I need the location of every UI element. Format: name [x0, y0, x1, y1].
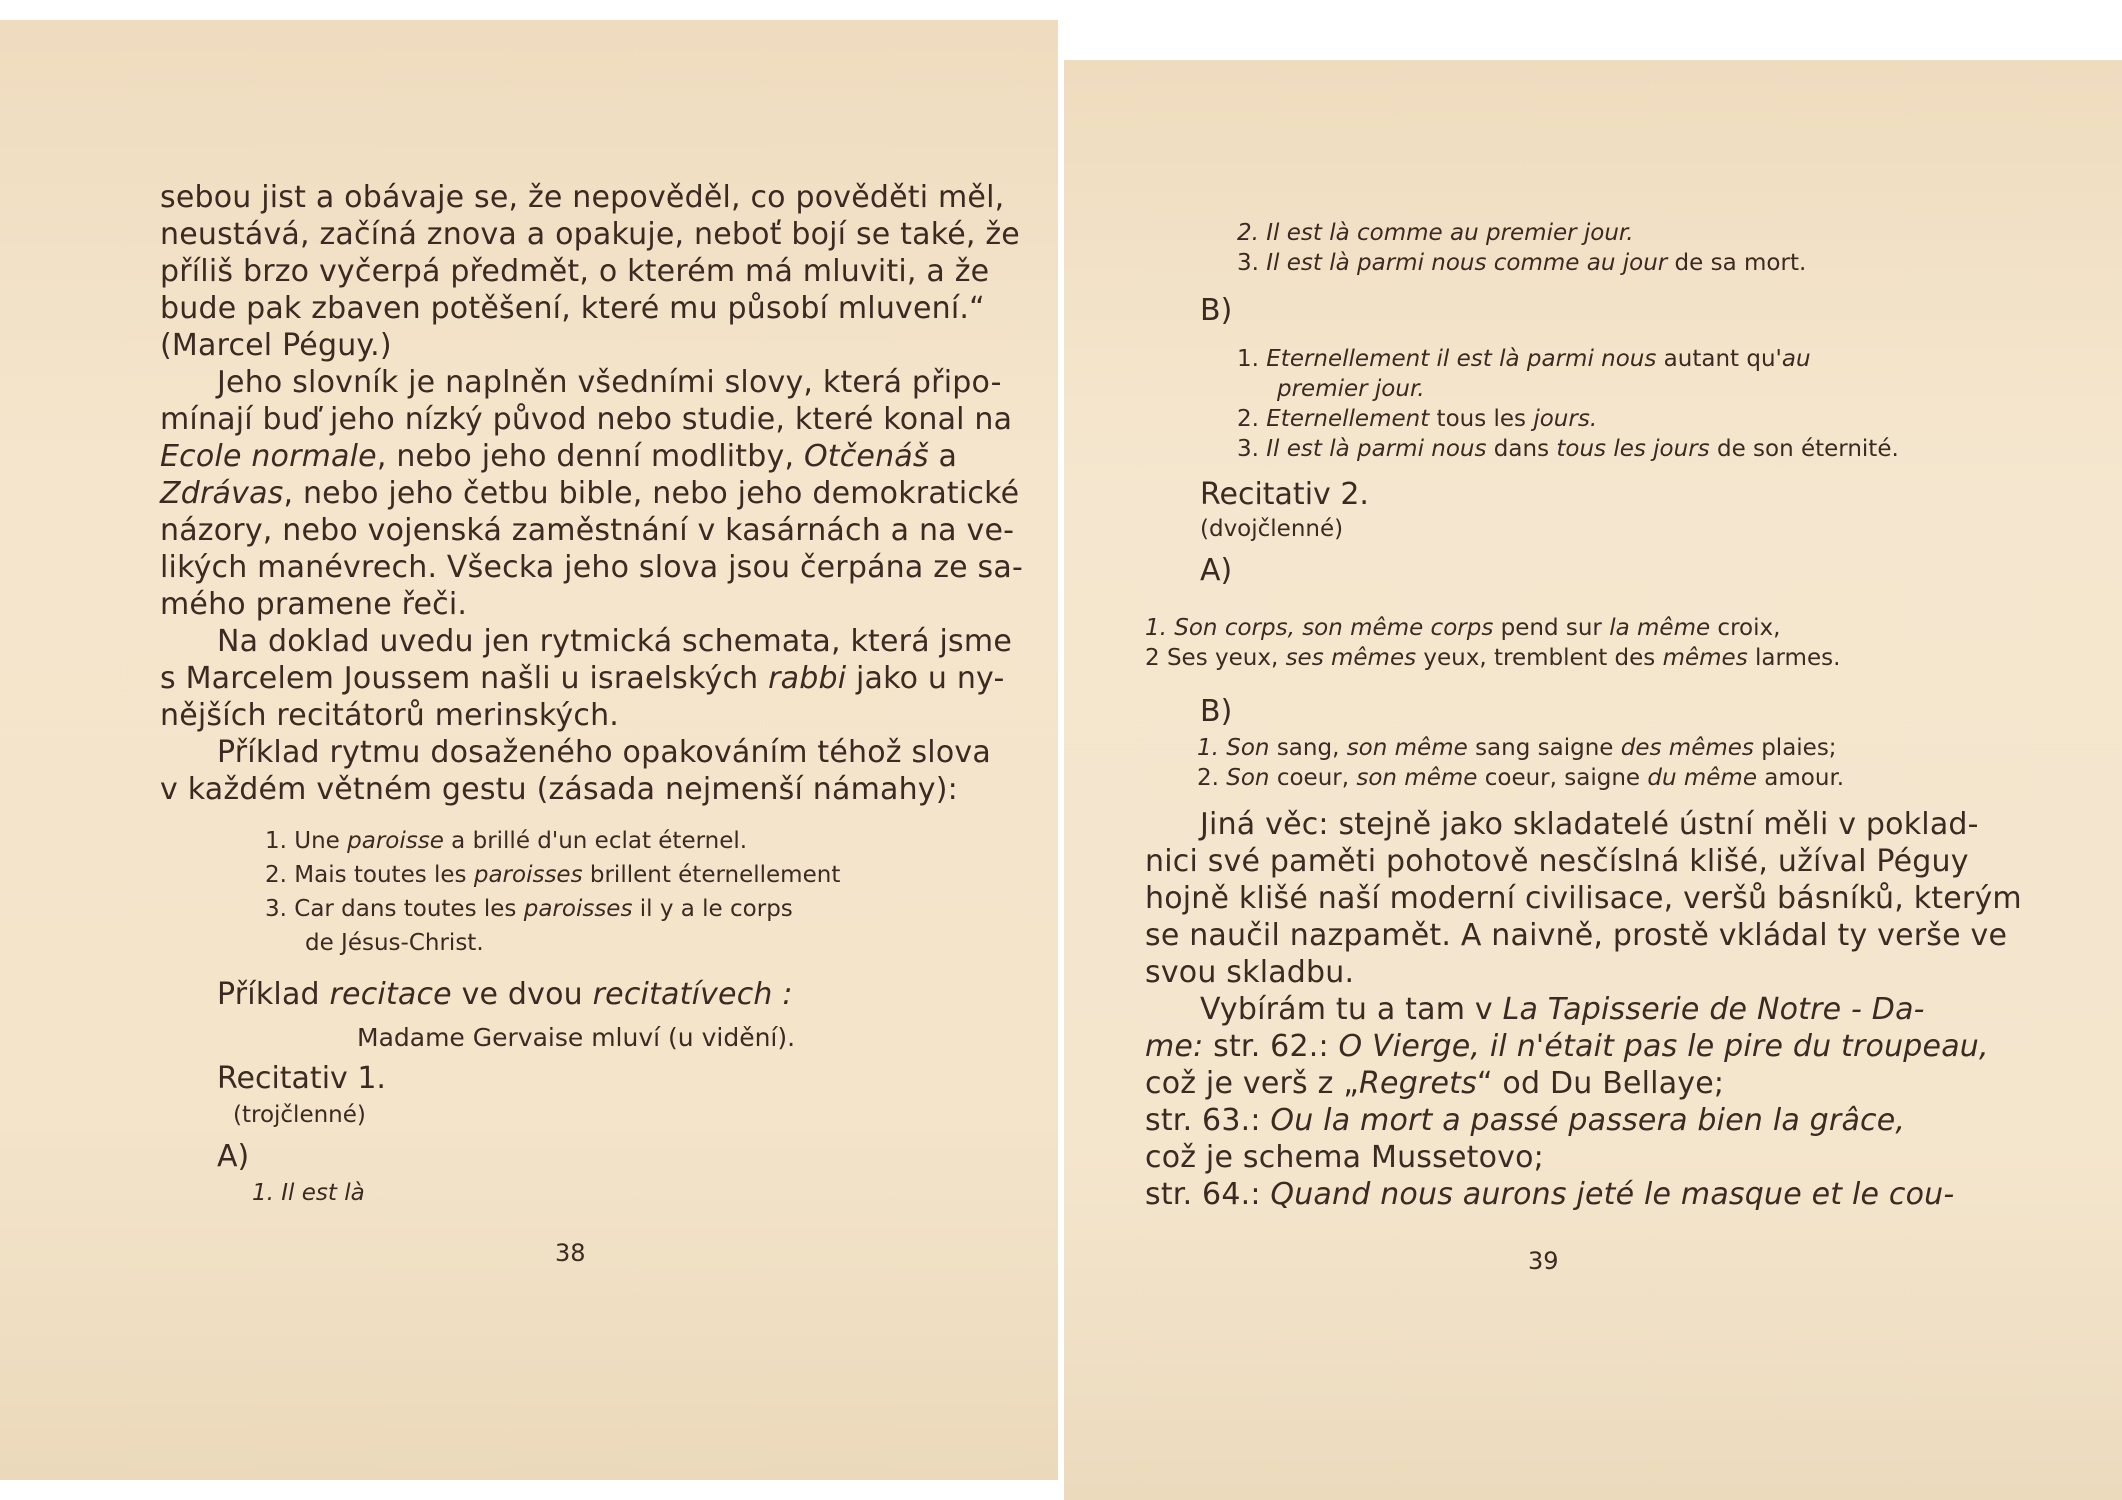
text-line: nějších recitátorů merinských.	[160, 698, 620, 733]
recitativ-heading: Recitativ 2.	[1200, 477, 1369, 512]
text-line: Jeho slovník je naplněn všedními slovy, která připo-	[217, 365, 1002, 400]
verse-line	[252, 1182, 365, 1205]
verse-italic: jours.	[1533, 406, 1598, 432]
verse-line	[1277, 378, 1425, 401]
text-line: příliš brzo vyčerpá předmět, o kterém má mluviti, a že	[160, 254, 990, 289]
section-label: A)	[1200, 553, 1233, 588]
verse-italic: des mêmes	[1620, 735, 1754, 761]
text-line	[160, 476, 1020, 511]
text-span: dans	[1486, 436, 1557, 462]
verse-italic: au	[1781, 346, 1811, 372]
verse-italic: 1. Son	[1197, 735, 1270, 761]
recitativ-subheading: (dvojčlenné)	[1200, 516, 1344, 542]
term-italic: recitatívech :	[592, 977, 793, 1012]
section-label: B)	[1200, 293, 1233, 328]
text-span: brillent éternellement	[582, 862, 841, 888]
verse-italic: la même	[1609, 615, 1711, 641]
text-line	[1200, 992, 1925, 1027]
title-italic: Regrets	[1359, 1066, 1477, 1101]
verse-italic: paroisses	[473, 862, 583, 888]
text-span: plaies;	[1753, 735, 1837, 761]
text-span: sang saigne	[1467, 735, 1621, 761]
text-line: hojně klišé naší moderní civilisace, veršů básníků, kterým	[1145, 881, 2022, 916]
quote-italic: Ou la mort a passé passera bien la grâce,	[1270, 1103, 1906, 1138]
verse-line	[1237, 438, 1899, 461]
text-span: pend sur	[1493, 615, 1610, 641]
verse-line	[265, 830, 747, 853]
text-span: larmes.	[1747, 645, 1841, 671]
verse-italic: Il est là parmi nous comme au jour	[1266, 250, 1668, 276]
verse-italic: mêmes	[1662, 645, 1748, 671]
text-span: str. 64.:	[1145, 1177, 1271, 1212]
verse-italic: ses mêmes	[1285, 645, 1417, 671]
verse-line	[1237, 252, 1806, 275]
title-italic: Otčenáš	[803, 439, 929, 474]
text-span: ve dvou	[451, 977, 593, 1012]
text-span: tous les	[1429, 406, 1534, 432]
text-line: svou skladbu.	[1145, 955, 1355, 990]
verse-italic: tous les jours	[1556, 436, 1710, 462]
recitativ-subheading: (trojčlenné)	[233, 1102, 366, 1128]
text-line: v každém větném gestu (zásada nejmenší námahy):	[160, 772, 958, 807]
text-span: 3.	[1237, 250, 1267, 276]
text-span: 3.	[1237, 436, 1267, 462]
text-span: Příklad	[217, 977, 330, 1012]
verse-italic: 1. Son corps, son même corps	[1145, 615, 1494, 641]
text-span: což je verš z „	[1145, 1066, 1359, 1101]
text-span: de son éternité.	[1709, 436, 1899, 462]
text-line: Příklad rytmu dosaženého opakováním téhož slova	[217, 735, 991, 770]
text-line: (Marcel Péguy.)	[160, 328, 392, 363]
title-italic: Zdrávas	[160, 476, 284, 511]
text-line: mínají buď jeho nízký původ nebo studie, které konal na	[160, 402, 1013, 437]
text-line: Jiná věc: stejně jako skladatelé ústní měli v poklad-	[1200, 807, 1979, 842]
text-span: coeur,	[1269, 765, 1357, 791]
text-span: yeux, tremblent des	[1416, 645, 1663, 671]
verse-line	[265, 864, 840, 887]
term-italic: rabbi	[768, 661, 847, 696]
verse-line: de Jésus-Christ.	[305, 930, 484, 956]
verse-line	[1145, 647, 1840, 670]
verse-line	[1237, 222, 1634, 245]
text-line	[1145, 1177, 1955, 1212]
verse-italic: 2. Il est là comme au premier jour.	[1237, 220, 1634, 246]
verse-line	[1197, 737, 1837, 760]
verse-line	[1237, 348, 1811, 371]
text-span: 2.	[1197, 765, 1227, 791]
section-label: A)	[217, 1139, 250, 1174]
text-span: a brillé d'un eclat éternel.	[443, 828, 748, 854]
title-italic: La Tapisserie de Notre - Da-	[1502, 992, 1925, 1027]
text-span: 1.	[1237, 346, 1267, 372]
verse-italic: Eternellement	[1266, 406, 1430, 432]
section-label: B)	[1200, 694, 1233, 729]
title-italic: me:	[1145, 1029, 1204, 1064]
text-span: str. 62.:	[1203, 1029, 1339, 1064]
verse-line	[265, 898, 793, 921]
text-span: coeur, saigne	[1477, 765, 1648, 791]
verse-line	[1237, 408, 1597, 431]
text-span: 3. Car dans toutes les	[265, 896, 524, 922]
text-span: , nebo jeho denní modlitby,	[376, 439, 804, 474]
text-span: il y a le corps	[632, 896, 793, 922]
text-line: což je schema Mussetovo;	[1145, 1140, 1544, 1175]
text-span: jako u ny-	[846, 661, 1005, 696]
text-span: 2.	[1237, 406, 1267, 432]
title-italic: Ecole normale	[160, 439, 377, 474]
text-line	[217, 977, 793, 1012]
text-line: neustává, začíná znova a opakuje, neboť bojí se také, že	[160, 217, 1020, 252]
text-span: , nebo jeho četbu bible, nebo jeho demokratické	[283, 476, 1020, 511]
text-span: autant qu'	[1656, 346, 1782, 372]
text-line: likých manévrech. Všecka jeho slova jsou čerpána ze sa-	[160, 550, 1023, 585]
verse-italic: paroisses	[523, 896, 633, 922]
verse-italic: Son	[1226, 765, 1270, 791]
quote-italic: O Vierge, il n'était pas le pire du troupeau,	[1338, 1029, 1989, 1064]
text-line: nici své paměti pohotově nesčíslná klišé, užíval Péguy	[1145, 844, 1969, 879]
speaker-line: Madame Gervaise mluví (u vidění).	[357, 1023, 796, 1052]
verse-line	[1197, 767, 1844, 790]
text-line: sebou jist a obávaje se, že nepověděl, co pověděti měl,	[160, 180, 1005, 215]
text-span: Vybírám tu a tam v	[1200, 992, 1503, 1027]
text-line	[160, 439, 958, 474]
text-line	[1145, 1066, 1725, 1101]
verse-italic: premier jour.	[1277, 376, 1425, 402]
verse-italic: du même	[1647, 765, 1757, 791]
text-span: de sa mort.	[1667, 250, 1807, 276]
verse-line	[1145, 617, 1780, 640]
text-line: se naučil nazpamět. A naivně, prostě vkládal ty verše ve	[1145, 918, 2008, 953]
text-span: sang,	[1269, 735, 1347, 761]
page-number: 38	[555, 1239, 586, 1267]
verse-italic: paroisse	[347, 828, 444, 854]
text-span: amour.	[1756, 765, 1845, 791]
verse-italic: Eternellement il est là parmi nous	[1266, 346, 1657, 372]
quote-italic: Quand nous aurons jeté le masque et le cou-	[1270, 1177, 1955, 1212]
page-number: 39	[1528, 1247, 1559, 1275]
text-line	[160, 661, 1005, 696]
text-span: croix,	[1710, 615, 1781, 641]
text-span: s Marcelem Joussem našli u israelských	[160, 661, 769, 696]
text-line: názory, nebo vojenská zaměstnání v kasárnách a na ve-	[160, 513, 1015, 548]
text-span: 2 Ses yeux,	[1145, 645, 1286, 671]
text-span: “ od Du Bellaye;	[1476, 1066, 1725, 1101]
text-line: bude pak zbaven potěšení, které mu působí mluvení.“	[160, 291, 985, 326]
text-span: 1. Une	[265, 828, 348, 854]
verse-italic: Il est là parmi nous	[1266, 436, 1487, 462]
text-line: Na doklad uvedu jen rytmická schemata, která jsme	[217, 624, 1012, 659]
book-gutter	[1058, 0, 1064, 1500]
text-span: str. 63.:	[1145, 1103, 1271, 1138]
text-span: 2. Mais toutes les	[265, 862, 474, 888]
verse-italic: 1. Il est là	[252, 1180, 365, 1206]
term-italic: recitace	[329, 977, 452, 1012]
text-line	[1145, 1103, 1906, 1138]
verse-italic: son même	[1346, 735, 1468, 761]
text-line	[1145, 1029, 1989, 1064]
recitativ-heading: Recitativ 1.	[217, 1061, 386, 1096]
text-line: mého pramene řeči.	[160, 587, 468, 622]
text-span: a	[928, 439, 958, 474]
verse-italic: son même	[1356, 765, 1478, 791]
